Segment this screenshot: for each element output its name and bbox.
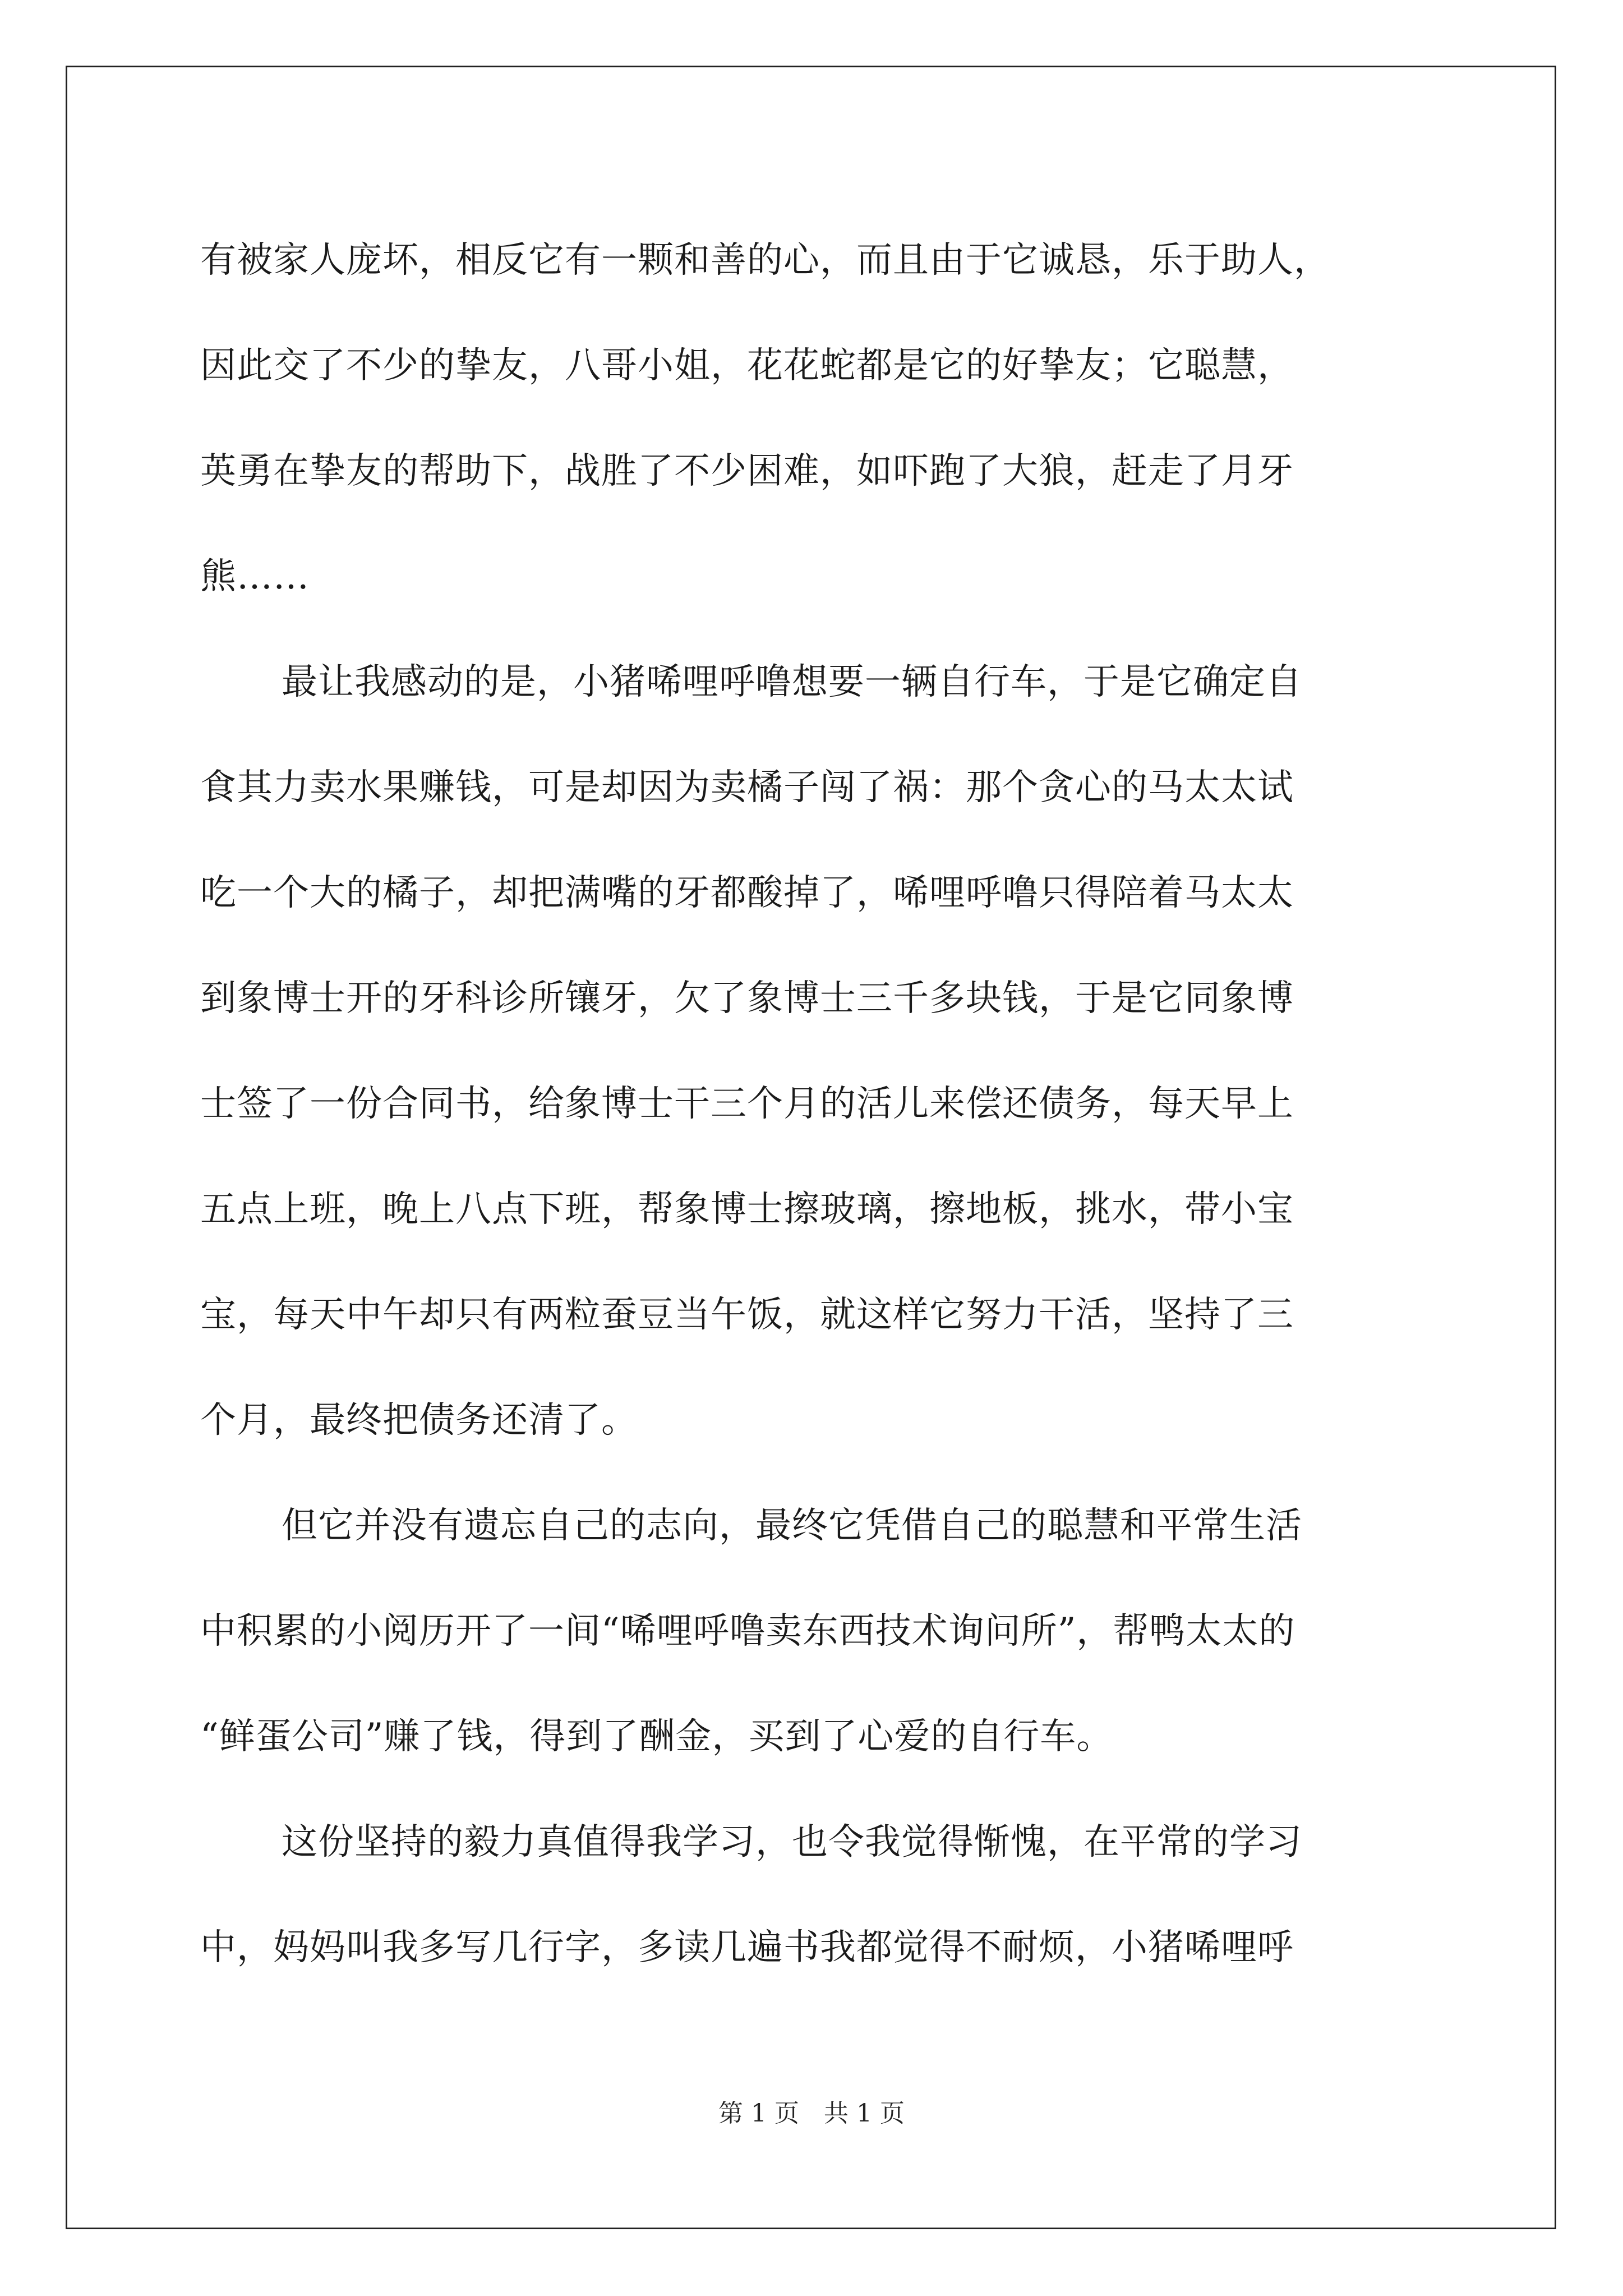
document-body — [200, 208, 1456, 2000]
page-number-footer: 第 1 页 共 1 页 — [718, 2099, 905, 2128]
text-line: 熊…… — [200, 556, 310, 597]
text-line: 吃一个大的橘子，却把满嘴的牙都酸掉了，唏哩呼噜只得陪着马太太 — [200, 872, 1294, 914]
paragraph-start-line: 最让我感动的是，小猪唏哩呼噜想要一辆自行车，于是它确定自 — [282, 661, 1302, 703]
paragraph-start-line: 这份坚持的毅力真值得我学习，也令我觉得惭愧，在平常的学习 — [282, 1821, 1302, 1863]
text-line: 到象博士开的牙科诊所镶牙，欠了象博士三千多块钱，于是它同象博 — [200, 978, 1294, 1019]
text-line: 宝，每天中午却只有两粒蚕豆当午饭，就这样它努力干活，坚持了三 — [200, 1294, 1294, 1336]
text-line: 士签了一份合同书，给象博士干三个月的活儿来偿还债务，每天早上 — [200, 1083, 1294, 1125]
text-line: 五点上班，晚上八点下班，帮象博士擦玻璃，擦地板，挑水，带小宝 — [200, 1189, 1294, 1230]
text-line: “鲜蛋公司”赚了钱，得到了酬金，买到了心爱的自行车。 — [200, 1716, 1113, 1757]
text-line: 有被家人庞坏，相反它有一颗和善的心，而且由于它诚恳，乐于助人， — [200, 240, 1330, 281]
paragraph-start-line: 但它并没有遗忘自己的志向，最终它凭借自己的聪慧和平常生活 — [282, 1505, 1302, 1547]
text-line: 中积累的小阅历开了一间“唏哩呼噜卖东西技术询问所”，帮鸭太太的 — [200, 1611, 1295, 1652]
text-line: 食其力卖水果赚钱，可是却因为卖橘子闯了祸：那个贪心的马太太试 — [200, 767, 1294, 808]
text-line: 英勇在挚友的帮助下，战胜了不少困难，如吓跑了大狼，赶走了月牙 — [200, 450, 1294, 492]
text-line: 个月，最终把债务还清了。 — [200, 1400, 638, 1441]
text-line: 中，妈妈叫我多写几行字，多读几遍书我都觉得不耐烦，小猪唏哩呼 — [200, 1927, 1294, 1968]
text-line: 因此交了不少的挚友，八哥小姐，花花蛇都是它的好挚友；它聪慧， — [200, 345, 1294, 386]
